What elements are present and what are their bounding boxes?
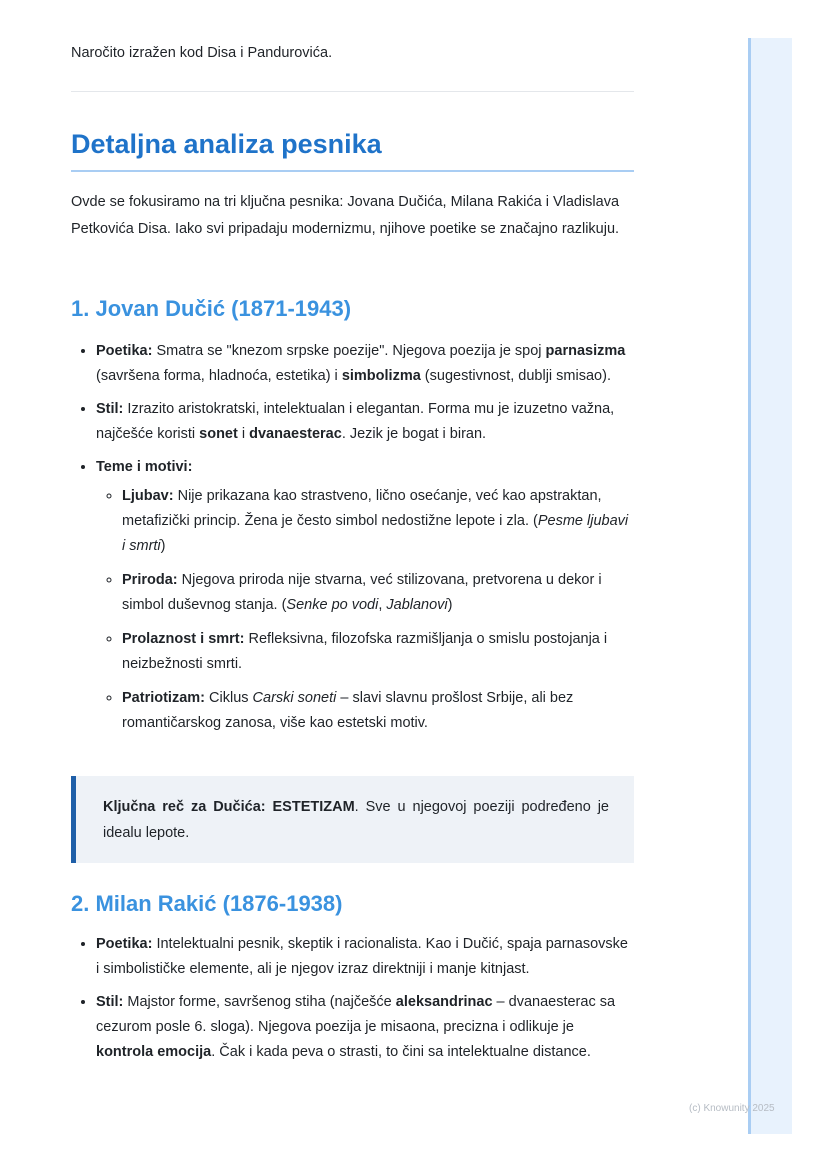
item-text: (sugestivnost, dublji smisao). — [420, 368, 611, 384]
item-text: Refleksivna, filozofska razmišljanja o smislu postojanja i neizbežnosti smrti. — [122, 631, 608, 672]
item-text: Izrazito aristokratski, intelektualan i elegantan. Forma mu je izuzetno važna, najčešće koristi — [96, 401, 615, 442]
item-text: , — [378, 597, 387, 613]
item-text: – slavi slavnu prošlost Srbije, ali bez romantičarskog zanosa, više kao estetski motiv. — [122, 690, 574, 731]
poet-heading-rakic: 2. Milan Rakić (1876-1938) — [71, 891, 343, 916]
rakic-list — [71, 932, 634, 1073]
item-italic: Carski soneti — [252, 690, 337, 706]
poet-heading-ducic: 1. Jovan Dučić (1871-1943) — [71, 296, 352, 321]
right-sidebar — [748, 38, 792, 1134]
list-item-poetika — [96, 932, 634, 982]
item-label: Poetika: — [96, 936, 153, 952]
item-text: – dvanaesterac sa cezurom posle 6. sloga). Njegova poezija je misaona, precizna i odlikuje je — [96, 994, 616, 1035]
intro-line: Naročito izražen kod Disa i Pandurovića. — [71, 45, 333, 61]
teme-sublist — [96, 484, 634, 736]
sub-item-priroda — [122, 568, 634, 618]
item-label: Patriotizam: — [122, 690, 205, 706]
item-text: i — [237, 426, 250, 442]
item-text: Smatra se "knezom srpske poezije". Njegova poezija je spoj — [152, 343, 546, 359]
callout-label: Ključna reč za Dučića: ESTETIZAM — [103, 799, 355, 815]
item-label: Ljubav: — [122, 488, 174, 504]
key-word-callout — [71, 776, 634, 863]
footer-copyright: (c) Knowunity 2025 — [689, 1103, 775, 1114]
item-bold: simbolizma — [341, 368, 421, 384]
item-text: ) — [447, 597, 453, 613]
item-italic: Pesme ljubavi i smrti — [122, 513, 629, 554]
list-item-teme — [96, 455, 634, 736]
item-bold: kontrola emocija — [96, 1044, 212, 1060]
intro-paragraph: Ovde se fokusiramo na tri ključna pesnika: Jovana Dučića, Milana Rakića i Vladislava Petkovića Disa. Iako svi pripadaju modernizmu, njihove poetike se značajno razlikuju. — [71, 194, 620, 237]
item-label: Priroda: — [122, 572, 178, 588]
list-item-stil — [96, 990, 634, 1065]
divider — [71, 91, 634, 92]
sidebar-border — [748, 38, 751, 1134]
item-text: Majstor forme, savršenog stiha (najčešće — [123, 994, 396, 1010]
item-text: Nije prikazana kao strastveno, lično osećanje, već kao apstraktan, metafizički princip. Žena je često simbol nedostižne lepote i zla. ( — [122, 488, 602, 529]
item-bold: sonet — [199, 426, 238, 442]
section-title: Detaljna analiza pesnika — [71, 129, 382, 159]
item-bold: dvanaesterac — [249, 426, 342, 442]
item-text: Intelektualni pesnik, skeptik i racionalista. Kao i Dučić, spaja parnasovske i simbolističke elemente, ali je njegov izraz direktniji i manje kitnjast. — [96, 936, 628, 977]
list-item-poetika — [96, 339, 634, 389]
item-text: Njegova priroda nije stvarna, već stilizovana, pretvorena u dekor i simbol duševnog stanja. ( — [122, 572, 602, 613]
sub-item-patriotizam — [122, 686, 634, 736]
ducic-list — [71, 339, 634, 745]
item-label: Teme i motivi: — [96, 459, 193, 475]
item-italic: Jablanovi — [386, 597, 448, 613]
item-label: Poetika: — [96, 343, 153, 359]
sub-item-prolaznost — [122, 627, 634, 677]
item-italic: Senke po vodi — [286, 597, 379, 613]
item-text: Ciklus — [205, 690, 253, 706]
item-bold: aleksandrinac — [395, 994, 493, 1010]
title-underline — [71, 170, 634, 172]
item-text: ) — [160, 538, 166, 554]
item-label: Prolaznost i smrt: — [122, 631, 245, 647]
list-item-stil — [96, 397, 634, 447]
item-label: Stil: — [96, 994, 124, 1010]
item-text: . Čak i kada peva o strasti, to čini sa intelektualne distance. — [211, 1044, 591, 1060]
callout-text: . Sve u njegovoj poeziji podređeno je idealu lepote. — [103, 799, 609, 841]
item-text: (savršena forma, hladnoća, estetika) i — [96, 368, 342, 384]
item-label: Stil: — [96, 401, 124, 417]
item-text: . Jezik je bogat i biran. — [341, 426, 487, 442]
sub-item-ljubav — [122, 484, 634, 559]
item-bold: parnasizma — [545, 343, 626, 359]
